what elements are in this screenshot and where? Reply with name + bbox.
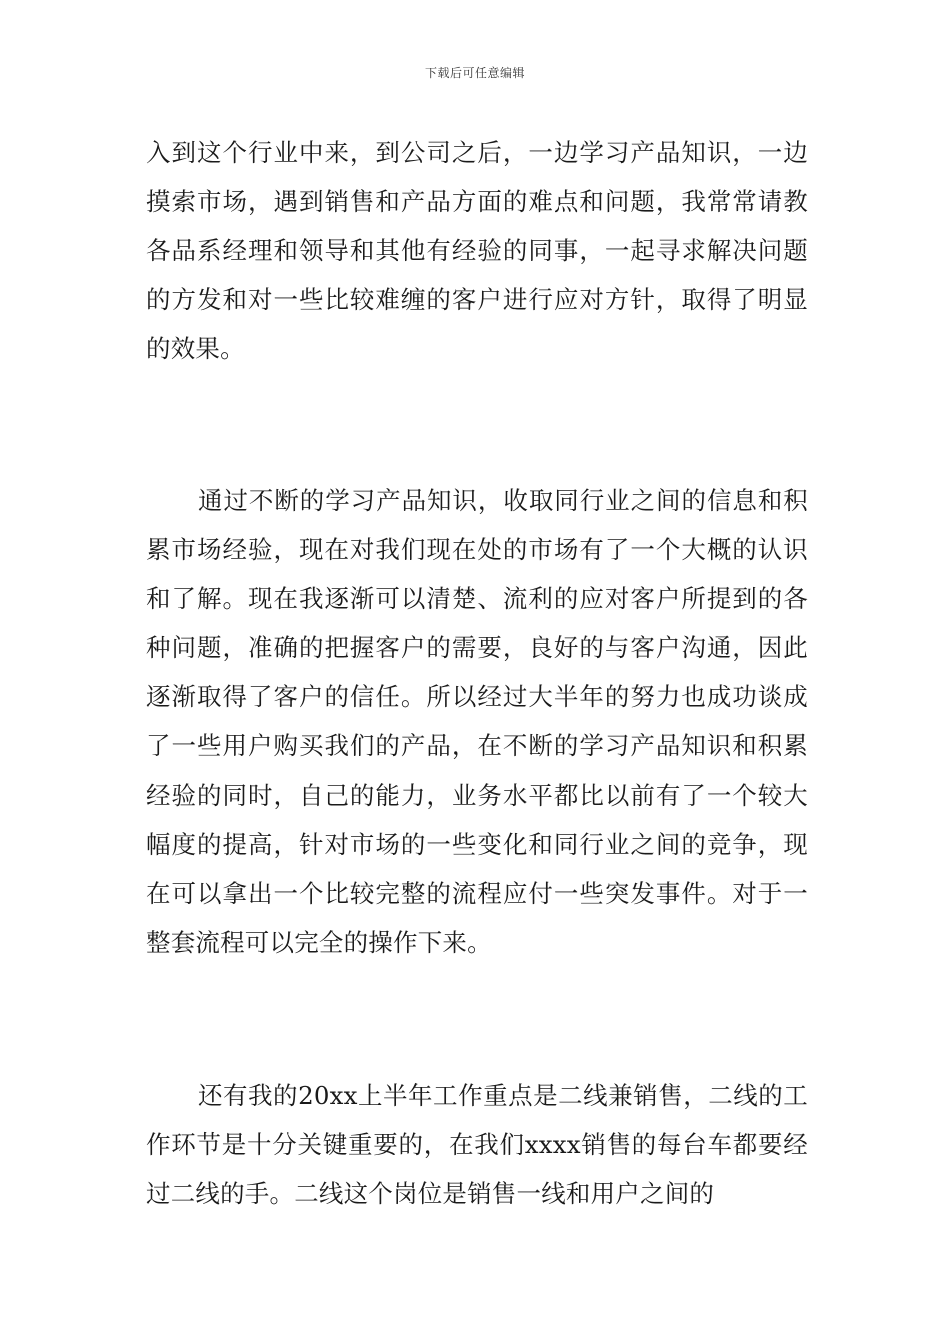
paragraph-2: 通过不断的学习产品知识，收取同行业之间的信息和积累市场经验，现在对我们现在处的市场有了一个大概的认识和了解。现在我逐渐可以清楚、流利的应对客户所提到的各种问题，准确的把握客户的需要，良好的与客户沟通，因此逐渐取得了客户的信任。所以经过大半年的努力也成功谈成了一些用户购买我们的产品，在不断的学习产品知识和积累经验的同时，自己的能力，业务水平都比以前有了一个较大幅度的提高，针对市场的一些变化和同行业之间的竞争，现在可以拿出一个比较完整的流程应付一些突发事件。对于一整套流程可以完全的操作下来。 — [146, 486, 808, 957]
paragraph-1: 入到这个行业中来，到公司之后，一边学习产品知识，一边摸索市场，遇到销售和产品方面的难点和问题，我常常请教各品系经理和领导和其他有经验的同事，一起寻求解决问题的方发和对一些比较难缠的客户进行应对方针，取得了明显的效果。 — [146, 138, 808, 364]
paragraph-3: 还有我的20xx上半年工作重点是二线兼销售，二线的工作环节是十分关键重要的，在我们xxxx销售的每台车都要经过二线的手。二线这个岗位是销售一线和用户之间的 — [146, 1081, 808, 1209]
header-note: 下载后可任意编辑 — [424, 66, 525, 80]
